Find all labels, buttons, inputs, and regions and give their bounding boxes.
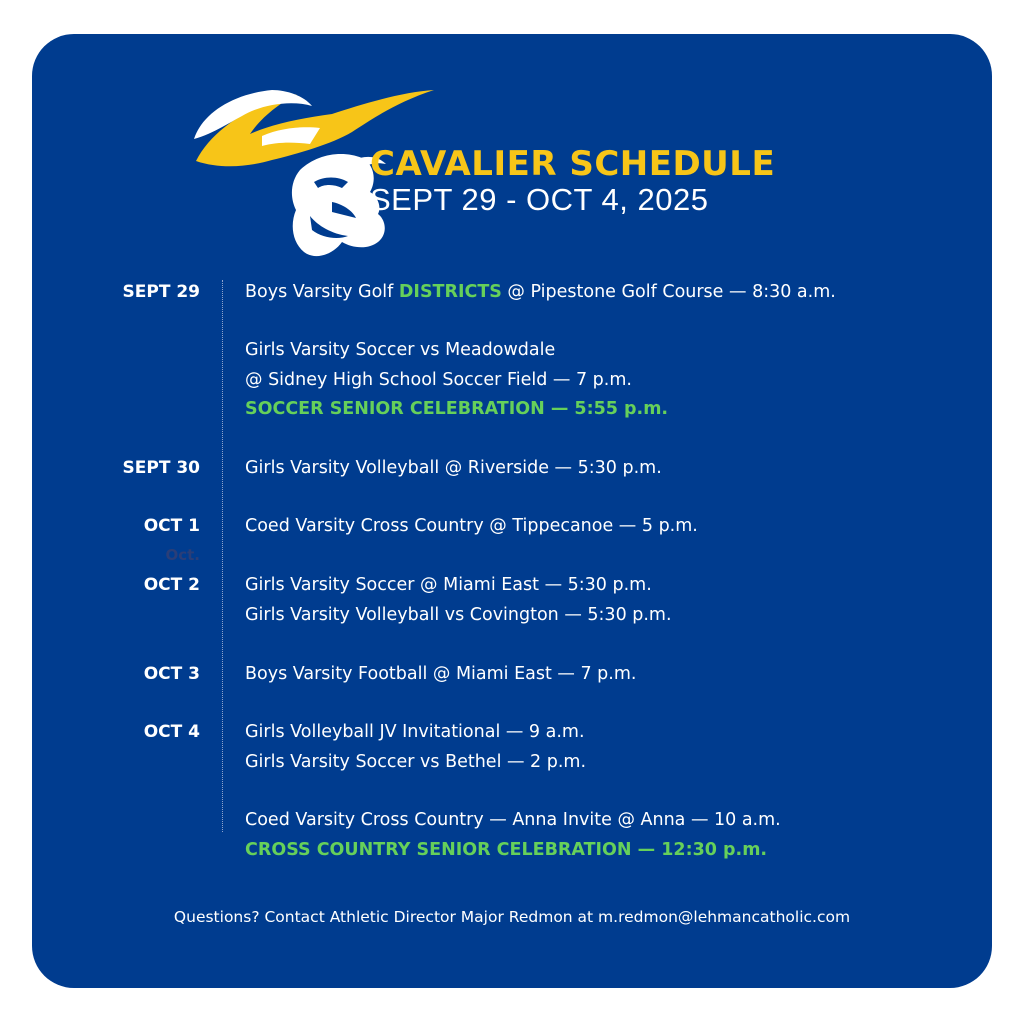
event-text: Girls Volleyball JV Invitational — 9 a.m. bbox=[245, 722, 585, 742]
schedule-date: OCT 2 bbox=[143, 575, 200, 595]
event-text: Coed Varsity Cross Country — Anna Invite @ Anna — 10 a.m. bbox=[245, 810, 781, 830]
date-range-subtitle: SEPT 29 - OCT 4, 2025 bbox=[370, 182, 709, 217]
schedule-date: OCT 1 bbox=[143, 516, 200, 536]
schedule-date: OCT 4 bbox=[143, 722, 200, 742]
event-text: Girls Varsity Soccer vs Meadowdale bbox=[245, 340, 556, 360]
event-text: Girls Varsity Soccer @ Miami East — 5:30 p.m. bbox=[245, 575, 652, 595]
event-line bbox=[245, 340, 555, 360]
schedule-date: SEPT 29 bbox=[122, 282, 200, 302]
event-line bbox=[245, 282, 836, 302]
event-line bbox=[245, 516, 698, 536]
event-text: Boys Varsity Football @ Miami East — 7 p.m. bbox=[245, 664, 637, 684]
event-text: Girls Varsity Volleyball vs Covington — 5:30 p.m. bbox=[245, 604, 672, 625]
event-text: @ Sidney High School Soccer Field — 7 p.m. bbox=[245, 369, 632, 390]
event-line bbox=[245, 840, 767, 860]
schedule-date: OCT 3 bbox=[143, 664, 200, 684]
event-line bbox=[245, 752, 586, 772]
event-line bbox=[245, 810, 781, 830]
event-text: Boys Varsity Golf bbox=[245, 282, 399, 302]
event-line bbox=[245, 605, 672, 625]
event-highlight: CROSS COUNTRY SENIOR CELEBRATION — 12:30 p.m. bbox=[245, 839, 768, 860]
event-line bbox=[245, 399, 668, 419]
event-highlight: SOCCER SENIOR CELEBRATION — 5:55 p.m. bbox=[245, 399, 669, 419]
schedule-card bbox=[32, 34, 992, 988]
event-line bbox=[245, 370, 632, 390]
schedule-date: SEPT 30 bbox=[122, 458, 200, 478]
event-line bbox=[245, 722, 585, 742]
event-line bbox=[245, 458, 662, 478]
page-title: CAVALIER SCHEDULE bbox=[370, 144, 776, 184]
ghost-date-label: Oct. bbox=[165, 546, 200, 564]
event-text: Coed Varsity Cross Country @ Tippecanoe — 5 p.m. bbox=[245, 516, 698, 536]
event-text: Girls Varsity Soccer vs Bethel — 2 p.m. bbox=[245, 751, 587, 772]
contact-footer: Questions? Contact Athletic Director Major Redmon at m.redmon@lehmancatholic.com bbox=[173, 908, 851, 926]
event-line bbox=[245, 575, 652, 595]
event-highlight: DISTRICTS bbox=[398, 282, 502, 302]
event-text: @ Pipestone Golf Course — 8:30 a.m. bbox=[501, 282, 836, 302]
timeline-divider bbox=[222, 280, 223, 832]
event-text: Girls Varsity Volleyball @ Riverside — 5:30 p.m. bbox=[245, 458, 662, 478]
event-line bbox=[245, 664, 636, 684]
